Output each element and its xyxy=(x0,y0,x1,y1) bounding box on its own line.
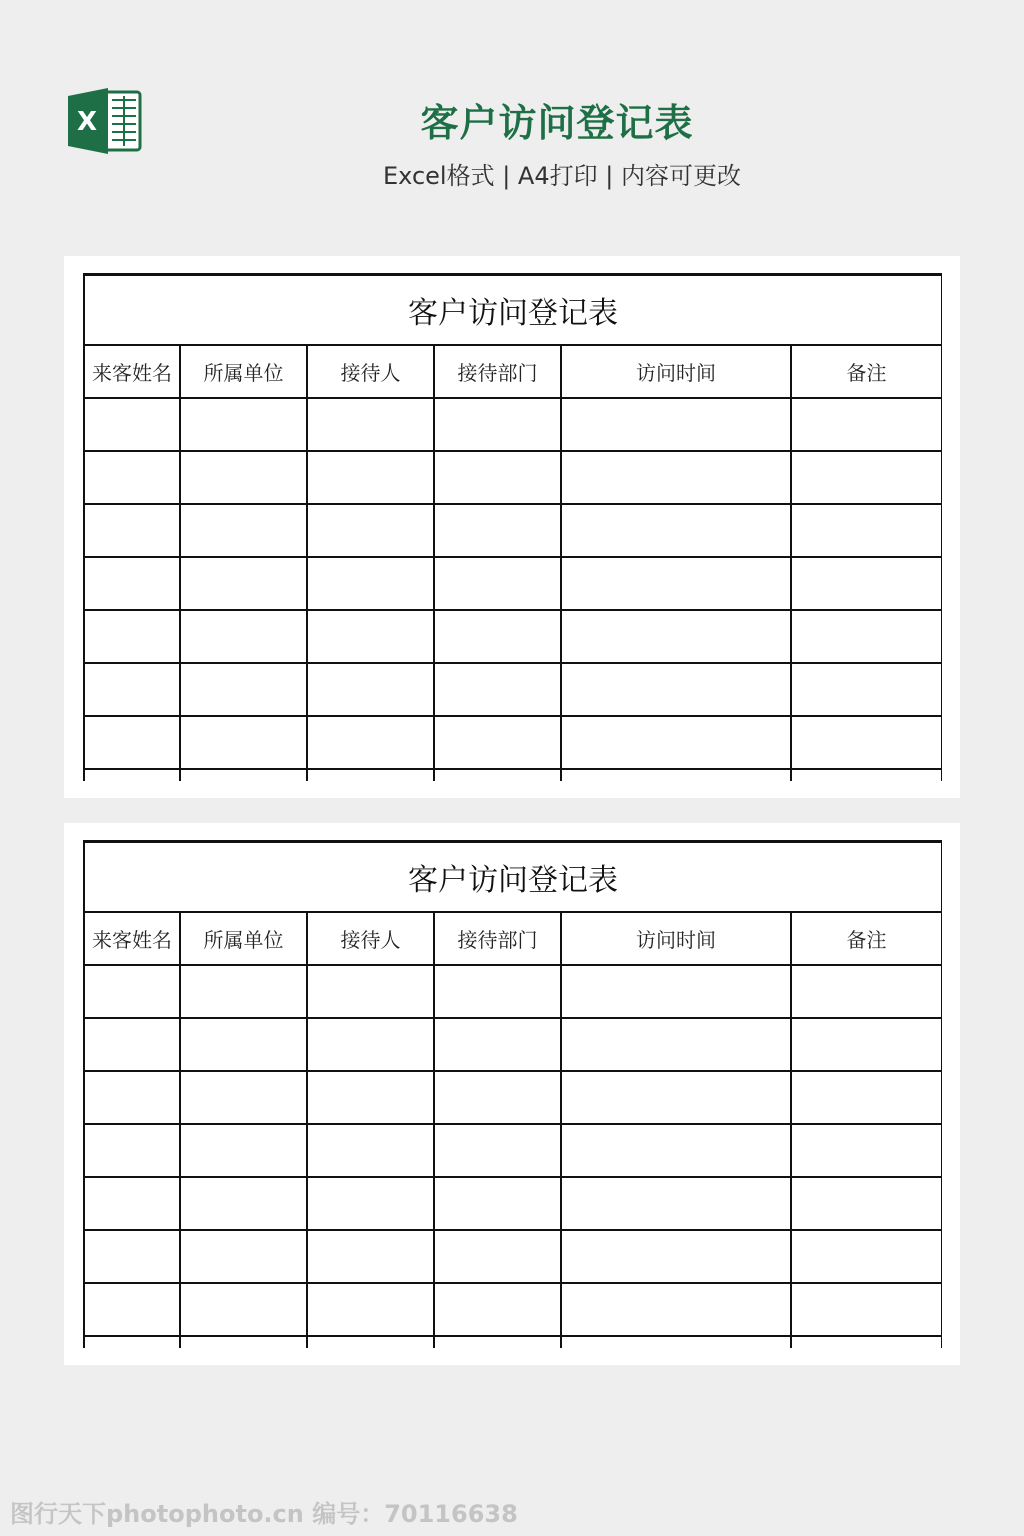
table-cell xyxy=(307,398,434,451)
table-cell xyxy=(84,965,180,1018)
form-sheet xyxy=(82,840,942,1348)
table-cell xyxy=(307,1336,434,1348)
table-cell xyxy=(791,1230,942,1283)
table-cell xyxy=(180,1018,307,1071)
table-cell xyxy=(791,610,942,663)
table-cell xyxy=(307,610,434,663)
table-row xyxy=(84,1124,942,1177)
table-cell xyxy=(434,1018,561,1071)
table-cell xyxy=(84,1124,180,1177)
table-cell xyxy=(84,398,180,451)
table-cell xyxy=(791,965,942,1018)
col-header-visit-time: 访问时间 xyxy=(561,345,791,398)
table-cell xyxy=(434,451,561,504)
table-cell xyxy=(84,1071,180,1124)
table-row xyxy=(84,1283,942,1336)
table-cell xyxy=(434,504,561,557)
table-cell xyxy=(84,610,180,663)
col-header-host: 接待人 xyxy=(307,345,434,398)
col-header-remarks: 备注 xyxy=(791,345,942,398)
table-cell xyxy=(180,1071,307,1124)
table-cell xyxy=(561,1230,791,1283)
table-cell xyxy=(791,1018,942,1071)
table-cell xyxy=(84,663,180,716)
table-cell xyxy=(434,1283,561,1336)
table-cell xyxy=(561,1071,791,1124)
table-cell xyxy=(561,1177,791,1230)
col-header-visitor-name: 来客姓名 xyxy=(84,912,180,965)
table-cell xyxy=(434,716,561,769)
table-cell xyxy=(307,1177,434,1230)
table-cell xyxy=(791,504,942,557)
table-cell xyxy=(180,451,307,504)
table-cell xyxy=(307,1230,434,1283)
table-cell xyxy=(307,451,434,504)
table-cell xyxy=(180,557,307,610)
table-row xyxy=(84,557,942,610)
table-cell xyxy=(561,965,791,1018)
form-sheet xyxy=(82,273,942,781)
col-header-company: 所属单位 xyxy=(180,345,307,398)
header-row xyxy=(84,345,942,398)
table-cell xyxy=(791,1124,942,1177)
table-cell xyxy=(791,398,942,451)
table-cell xyxy=(84,716,180,769)
table-cell xyxy=(180,1124,307,1177)
page-title: 客户访问登记表 xyxy=(420,101,694,145)
table-cell xyxy=(307,769,434,781)
table-cell xyxy=(561,504,791,557)
table-cell xyxy=(791,1336,942,1348)
watermark: 图行天下photophoto.cn 编号：70116638 xyxy=(10,1500,518,1528)
table-cell xyxy=(180,716,307,769)
table-cell xyxy=(307,504,434,557)
table-cell xyxy=(180,398,307,451)
table-cell xyxy=(434,1230,561,1283)
table-cell xyxy=(307,1283,434,1336)
table-cell xyxy=(434,1071,561,1124)
table-row xyxy=(84,504,942,557)
table-row xyxy=(84,1018,942,1071)
table-cell xyxy=(307,663,434,716)
table-cell xyxy=(307,557,434,610)
table-body xyxy=(84,965,942,1348)
table-cell xyxy=(791,1283,942,1336)
table-cell xyxy=(434,663,561,716)
table-cell xyxy=(561,1018,791,1071)
table-cell xyxy=(84,1283,180,1336)
table-row xyxy=(84,610,942,663)
table-row xyxy=(84,965,942,1018)
table-cell xyxy=(434,769,561,781)
col-header-host: 接待人 xyxy=(307,912,434,965)
table-cell xyxy=(84,769,180,781)
form-title: 客户访问登记表 xyxy=(84,275,942,346)
form-title: 客户访问登记表 xyxy=(84,842,942,913)
table-cell xyxy=(180,610,307,663)
table-cell xyxy=(84,557,180,610)
page-subtitle: Excel格式 | A4打印 | 内容可更改 xyxy=(383,162,741,190)
table-row xyxy=(84,1336,942,1348)
table-cell xyxy=(84,504,180,557)
table-cell xyxy=(180,1230,307,1283)
col-header-remarks: 备注 xyxy=(791,912,942,965)
table-cell xyxy=(434,557,561,610)
table-row xyxy=(84,1071,942,1124)
table-cell xyxy=(561,557,791,610)
table-cell xyxy=(791,663,942,716)
col-header-visitor-name: 来客姓名 xyxy=(84,345,180,398)
table-cell xyxy=(791,451,942,504)
table-cell xyxy=(561,1124,791,1177)
table-row xyxy=(84,398,942,451)
table-row xyxy=(84,1177,942,1230)
table-cell xyxy=(307,1071,434,1124)
table-row xyxy=(84,1230,942,1283)
table-cell xyxy=(561,1336,791,1348)
table-cell xyxy=(434,1177,561,1230)
table-cell xyxy=(434,1124,561,1177)
form-preview-1 xyxy=(64,256,960,798)
table-row xyxy=(84,716,942,769)
registration-table xyxy=(83,840,942,1348)
table-body xyxy=(84,398,942,781)
registration-table xyxy=(83,273,942,781)
table-cell xyxy=(434,398,561,451)
table-cell xyxy=(84,451,180,504)
table-cell xyxy=(561,716,791,769)
table-cell xyxy=(791,716,942,769)
table-row xyxy=(84,769,942,781)
table-cell xyxy=(791,557,942,610)
table-cell xyxy=(791,1177,942,1230)
table-cell xyxy=(84,1177,180,1230)
table-cell xyxy=(434,1336,561,1348)
table-cell xyxy=(180,504,307,557)
col-header-host-department: 接待部门 xyxy=(434,912,561,965)
table-cell xyxy=(84,1230,180,1283)
table-cell xyxy=(180,769,307,781)
table-cell xyxy=(84,1018,180,1071)
table-cell xyxy=(180,965,307,1018)
header-row xyxy=(84,912,942,965)
table-cell xyxy=(180,1336,307,1348)
table-cell xyxy=(307,1124,434,1177)
table-cell xyxy=(180,1283,307,1336)
table-cell xyxy=(434,610,561,663)
table-cell xyxy=(561,610,791,663)
col-header-host-department: 接待部门 xyxy=(434,345,561,398)
table-cell xyxy=(561,451,791,504)
table-cell xyxy=(561,663,791,716)
table-cell xyxy=(84,1336,180,1348)
table-cell xyxy=(791,769,942,781)
col-header-visit-time: 访问时间 xyxy=(561,912,791,965)
table-cell xyxy=(561,769,791,781)
table-cell xyxy=(180,1177,307,1230)
table-cell xyxy=(180,663,307,716)
table-cell xyxy=(434,965,561,1018)
table-cell xyxy=(307,1018,434,1071)
form-preview-2 xyxy=(64,823,960,1365)
table-cell xyxy=(307,965,434,1018)
col-header-company: 所属单位 xyxy=(180,912,307,965)
excel-icon-letter: X xyxy=(76,107,98,137)
table-row xyxy=(84,663,942,716)
table-cell xyxy=(307,716,434,769)
table-row xyxy=(84,451,942,504)
table-cell xyxy=(561,1283,791,1336)
table-cell xyxy=(561,398,791,451)
table-cell xyxy=(791,1071,942,1124)
